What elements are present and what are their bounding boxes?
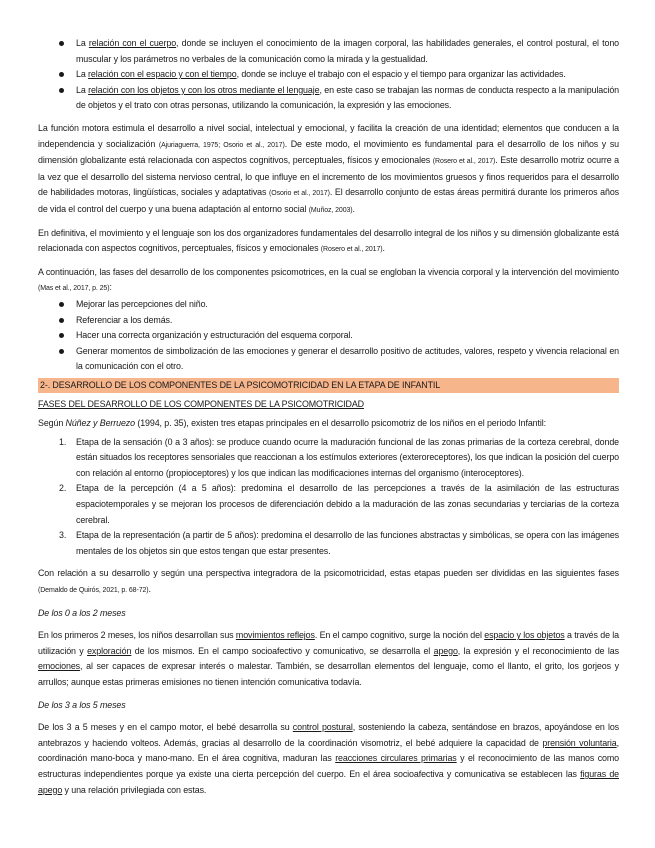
list-item: La relación con el espacio y con el tiempo, donde se incluye el trabajo con el espacio y el tiempo para organizar las actividades. — [38, 67, 619, 83]
citation: (Demaldo de Quirós, 2021, p. 68-72) — [38, 587, 149, 594]
citation: (Rosero et al., 2017) — [320, 246, 383, 254]
bullet-icon — [59, 88, 64, 93]
age-heading-3-5: De los 3 a los 5 meses — [38, 699, 126, 710]
age-heading-0-2: De los 0 a los 2 meses — [38, 607, 126, 618]
underlined-term: relación con los objetos y con los otros mediante el lenguaje — [88, 84, 320, 95]
paragraph-0-2-months: En los primeros 2 meses, los niños desarrollan sus movimientos reflejos. En el campo cognitivo, surge la noción del espacio y los objetos a través de la utilización y exploración de los mismos. En el campo socioafectivo y comunicativo, se desarrolla el apego, la expresión y el reconocimiento de las emociones, al ser capaces de expresar interés o malestar. También, se desarrollan elementos del lenguaje, como el llanto, el grito, los gorjeos y arrullos; aunque estas primeras emisiones no tienen intención comunicativa todavía. — [38, 630, 620, 687]
phases-bullet-list — [38, 297, 619, 375]
paragraph-3-5-months: De los 3 a 5 meses y en el campo motor, el bebé desarrolla su control postural, sosteniendo la cabeza, sentándose en brazos, apoyándose en los antebrazos y haciendo volteos. Además, gracias al desarrollo de la coordinación visomotriz, el bebé adquiere la capacidad de prensión voluntaria, coordinación mano-boca y mano-mano. En el área cognitiva, maduran las reacciones circulares primarias y el reconocimiento de las manos como estructuras independientes porque ya existe una cierta percepción del cuerpo. En el área socioafectiva y comunicativa se establecen las figuras de apego y una relación privilegiada con estas. — [38, 722, 620, 795]
bullet-icon — [59, 72, 64, 77]
list-item: Referenciar a los demás. — [38, 313, 619, 329]
citation: (Osorio et al., 2017) — [269, 190, 330, 198]
list-item: 3. Etapa de la representación (a partir de 5 años): predomina el desarrollo de las funciones abstractas y simbólicas, se opera con las imágenes mentales de los objetos sin que estos tengan que estar presentes. — [59, 530, 619, 556]
list-item: 1. Etapa de la sensación (0 a 3 años): se produce cuando ocurre la maduración funcional de las zonas primarias de la corteza cerebral, donde están situados los receptores sensoriales que reaccionan a los estímulos exteriores (exteroreceptores), los que indican la posición del cuerpo con relación al entorno (propioceptores) y los que indican las modificaciones internas del organismo (interoceptores). — [59, 436, 619, 478]
author-names: Núñez y Berruezo — [65, 418, 135, 429]
list-item: Generar momentos de simbolización de las emociones y generar el desarrollo positivo de actitudes, valores, respeto y vivencia relacional en la comunicación con el otro. — [38, 344, 619, 375]
paragraph-motor-function: La función motora estimula el desarrollo a nivel social, intelectual y emocional, y facilita la creación de una identidad; elementos que conducen a la independencia y socialización (Ajuriaguerra, 1975; Osorio et al., 2017). De este modo, el movimiento es fundamental para el desarrollo de los niños y su dimensión globalizante está relacionada con aspectos cognitivos, perceptuales, físicos y emocionales (Rosero et al., 2017). Este desarrollo motriz ocurre a la vez que el desarrollo del sistema nervioso central, lo que influye en el incremento de los movimientos gruesos y finos requeridos para el desarrollo de habilidades motoras, lingüísticas, sociales y adaptativas (Osorio et al., 2017). El desarrollo conjunto de estas áreas permitirá durante los primeros años de vida el control del cuerpo y una buena adaptación al entorno social (Muñoz, 2003). — [38, 122, 620, 214]
list-item: 2. Etapa de la percepción (4 a 5 años): predomina el desarrollo de las percepciones a través de la asimilación de las estructuras espaciotemporales y se mejoran los procesos de diferenciación debido a la maduración de las zonas secundarias y terciarias de la corteza cerebral. — [59, 483, 619, 525]
list-item: Mejorar las percepciones del niño. — [38, 297, 619, 313]
bullet-icon — [59, 302, 64, 307]
subsection-heading: FASES DEL DESARROLLO DE LOS COMPONENTES DE LA PSICOMOTRICIDAD — [38, 399, 364, 410]
underlined-term: relación con el espacio y con el tiempo — [88, 69, 237, 80]
paragraph-phases-division: Con relación a su desarrollo y según una perspectiva integradora de la psicomotricidad, estas etapas pueden ser divididas en las siguientes fases (Demaldo de Quirós, 2021, p. 68-72). — [38, 568, 619, 594]
citation: (Ajuriaguerra, 1975; Osorio et al., 2017) — [158, 141, 285, 149]
citation: (Mas et al., 2017, p. 25) — [38, 285, 110, 293]
citation: (Rosero et al., 2017) — [432, 158, 496, 166]
paragraph-phases-intro: A continuación, las fases del desarrollo de los componentes psicomotrices, en la cual se engloban la vivencia corporal y la intervención del movimiento (Mas et al., 2017, p. 25): — [38, 266, 619, 293]
paragraph-conclusion: En definitiva, el movimiento y el lenguaje son los dos organizadores fundamentales del desarrollo integral de los niños y su dimensión globalizante está relacionada con aspectos cognitivos, perceptuales, físicos y emocionales (Rosero et al., 2017). — [38, 227, 619, 254]
list-item: La relación con el cuerpo, donde se incluyen el conocimiento de la imagen corporal, las habilidades generales, el control postural, el tono muscular y los parámetros no verbales de la comunicación como la mirada y la gestualidad. — [38, 36, 619, 67]
bullet-icon — [59, 349, 64, 354]
list-item: La relación con los objetos y con los otros mediante el lenguaje, en este caso se trabajan las normas de conducta respecto a la manipulación de objetos y el trato con otras personas, utilizando la comunicación, la expresión y las emociones. — [38, 83, 619, 114]
section-heading: 2-. DESARROLLO DE LOS COMPONENTES DE LA PSICOMOTRICIDAD EN LA ETAPA DE INFANTIL — [38, 378, 619, 394]
underlined-term: relación con el cuerpo — [88, 38, 177, 48]
intro-bullet-list — [38, 36, 619, 114]
stages-numbered-list — [38, 435, 619, 560]
bullet-icon — [59, 41, 64, 46]
citation: (Muñoz, 2003) — [308, 206, 353, 214]
bullet-icon — [59, 333, 64, 338]
paragraph-stages-intro: Según Núñez y Berruezo (1994, p. 35), existen tres etapas principales en el desarrollo psicomotriz de los niños en el periodo Infantil: — [38, 418, 546, 429]
bullet-icon — [59, 318, 64, 323]
list-item: Hacer una correcta organización y estructuración del esquema corporal. — [38, 328, 619, 344]
